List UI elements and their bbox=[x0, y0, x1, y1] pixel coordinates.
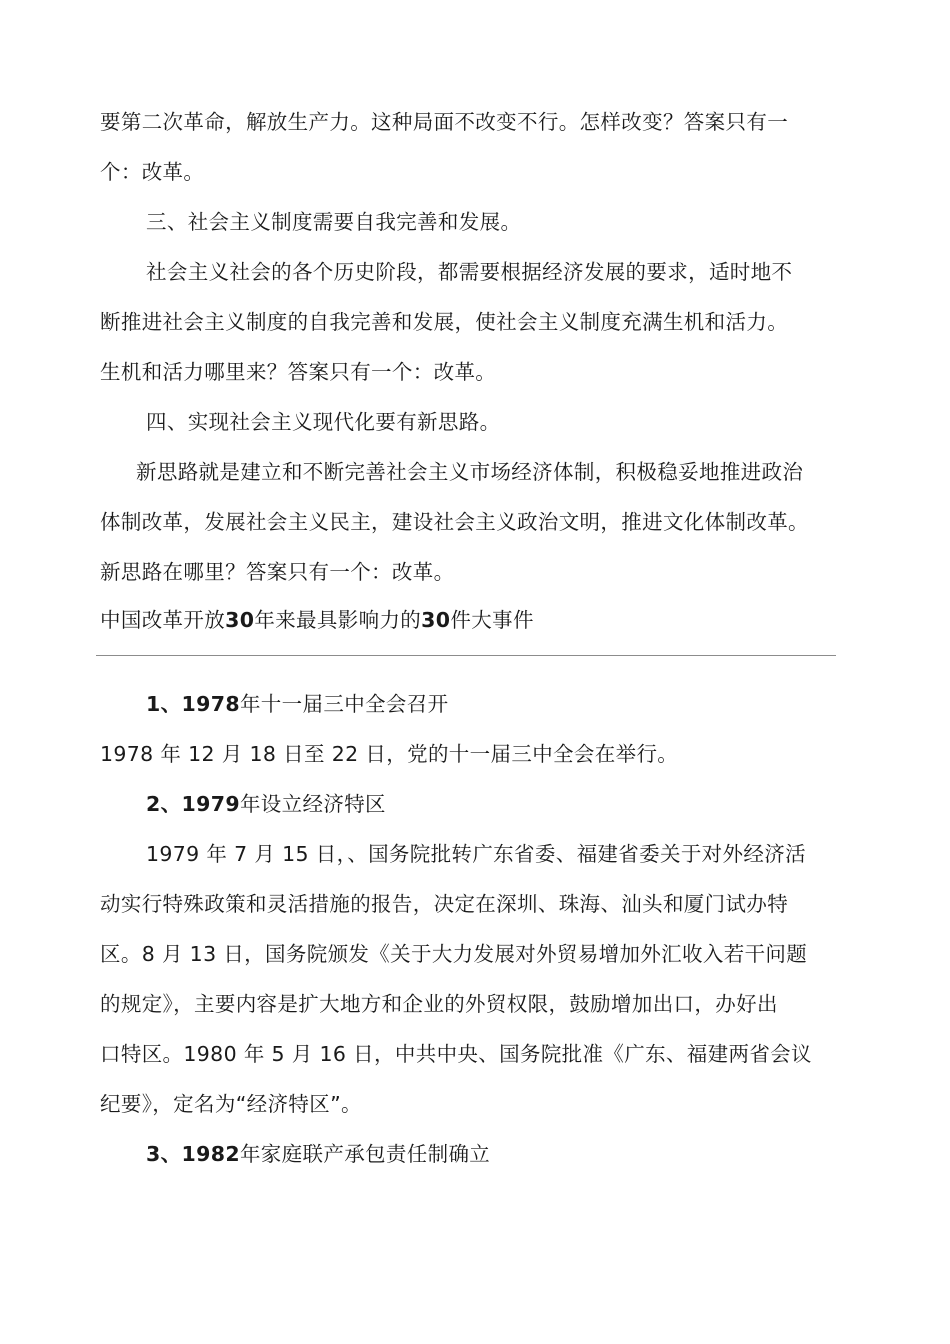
event-body-line: 的规定》，主要内容是扩大地方和企业的外贸权限，鼓励增加出口，办好出 bbox=[100, 992, 778, 1016]
event-heading: 1、1978年十一届三中全会召开 bbox=[146, 692, 449, 716]
document-title: 中国改革开放30年来最具影响力的30件大事件 bbox=[100, 608, 534, 632]
event-body-line: 1979 年 7 月 15 日，、国务院批转广东省委、福建省委关于对外经济活 bbox=[146, 842, 806, 866]
section-heading: 三、社会主义制度需要自我完善和发展。 bbox=[146, 210, 522, 234]
event-heading: 3、1982年家庭联产承包责任制确立 bbox=[146, 1142, 491, 1166]
event-body-line: 区。8 月 13 日，国务院颁发《关于大力发展对外贸易增加外汇收入若干问题 bbox=[100, 942, 808, 966]
paragraph-line: 新思路就是建立和不断完善社会主义市场经济体制，积极稳妥地推进政治 bbox=[136, 460, 804, 484]
event-body-line: 纪要》，定名为“经济特区”。 bbox=[100, 1092, 362, 1116]
paragraph-line: 个：改革。 bbox=[100, 160, 205, 184]
event-body-line: 口特区。1980 年 5 月 16 日，中共中央、国务院批准《广东、福建两省会议 bbox=[100, 1042, 812, 1066]
section-heading: 四、实现社会主义现代化要有新思路。 bbox=[146, 410, 501, 434]
paragraph-line: 断推进社会主义制度的自我完善和发展，使社会主义制度充满生机和活力。 bbox=[100, 310, 789, 334]
event-body-line: 1978 年 12 月 18 日至 22 日，党的十一届三中全会在举行。 bbox=[100, 742, 679, 766]
paragraph-line: 生机和活力哪里来？答案只有一个：改革。 bbox=[100, 360, 497, 384]
paragraph-line: 要第二次革命，解放生产力。这种局面不改变不行。怎样改变？答案只有一 bbox=[100, 110, 789, 134]
event-heading: 2、1979年设立经济特区 bbox=[146, 792, 386, 816]
event-body-line: 动实行特殊政策和灵活措施的报告，决定在深圳、珠海、汕头和厦门试办特 bbox=[100, 892, 789, 916]
paragraph-line: 新思路在哪里？答案只有一个：改革。 bbox=[100, 560, 455, 584]
horizontal-divider bbox=[96, 655, 836, 656]
paragraph-line: 社会主义社会的各个历史阶段，都需要根据经济发展的要求，适时地不 bbox=[146, 260, 793, 284]
paragraph-line: 体制改革，发展社会主义民主，建设社会主义政治文明，推进文化体制改革。 bbox=[100, 510, 809, 534]
